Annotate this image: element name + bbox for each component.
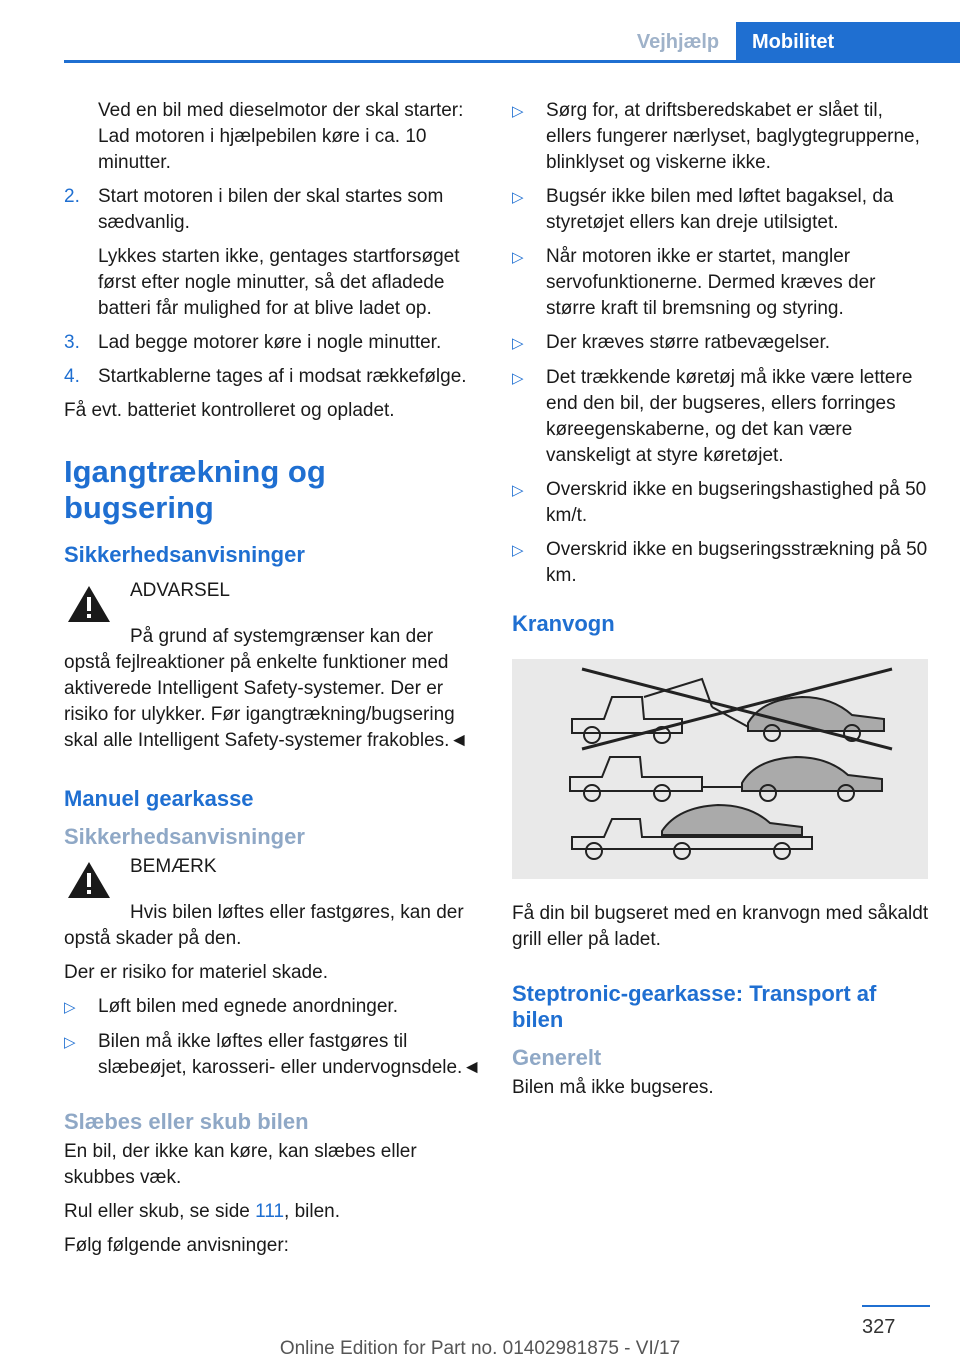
bullet-triangle-icon: ▷ <box>512 189 524 206</box>
bullet-text: Bilen må ikke løftes eller fastgøres til slæbeøjet, karosseri- eller undervognsdele.◄ <box>98 1031 482 1078</box>
warning-triangle-icon <box>64 584 114 624</box>
step-number: 4. <box>64 366 80 387</box>
step-item <box>64 184 484 322</box>
step-item <box>64 330 484 356</box>
page-header <box>0 0 960 62</box>
bullet-text: Løft bilen med egnede anordninger. <box>98 996 398 1017</box>
bullet-item <box>64 1029 484 1081</box>
notice-label: BEMÆRK <box>130 856 217 877</box>
notice-after: Der er risiko for materiel skade. <box>64 962 328 983</box>
left-column <box>64 98 484 1267</box>
bullet-triangle-icon: ▷ <box>64 1034 76 1051</box>
bullet-triangle-icon: ▷ <box>512 482 524 499</box>
right-column <box>512 98 930 1109</box>
tow-heading: Slæbes eller skub bilen <box>64 1109 309 1134</box>
notice-text: Hvis bilen løftes eller fastgøres, kan der opstå skader på den. <box>64 902 464 949</box>
bullet-triangle-icon: ▷ <box>512 370 524 387</box>
tow-text: En bil, der ikke kan køre, kan slæbes eller skubbes væk. <box>64 1141 417 1188</box>
bullet-text: Der kræves større ratbevægelser. <box>546 332 831 353</box>
page-number: 327 <box>862 1316 896 1338</box>
bullet-item <box>512 330 930 357</box>
notice-block <box>64 854 484 900</box>
step-number: 2. <box>64 186 80 207</box>
step-text: Lad begge motorer køre i nogle minutter. <box>98 332 442 353</box>
manual-gearbox-heading: Manuel gearkasse <box>64 786 254 811</box>
warning-triangle-icon <box>64 860 114 900</box>
bullet-triangle-icon: ▷ <box>512 542 524 559</box>
diesel-note: Ved en bil med dieselmotor der skal starter: Lad motoren i hjælpebilen køre i ca. 10 minutter. <box>98 100 464 173</box>
edition-footer: Online Edition for Part no. 01402981875 - VI/17 <box>279 1338 681 1359</box>
bullet-text: Når motoren ikke er startet, mangler servofunktionerne. Dermed kræves der større kraft til bremsning og styring. <box>546 246 876 319</box>
bullet-triangle-icon: ▷ <box>512 249 524 266</box>
steptronic-heading: Steptronic-gearkasse: Transport af bilen <box>512 981 877 1032</box>
crane-text: Få din bil bugseret med en kranvogn med såkaldt grill eller på ladet. <box>512 903 929 950</box>
step-number: 3. <box>64 332 80 353</box>
tab-vejhjaelp[interactable]: Vejhjælp <box>620 22 736 62</box>
tab-mobilitet[interactable]: Mobilitet <box>736 22 960 62</box>
bullet-triangle-icon: ▷ <box>512 335 524 352</box>
roll-suffix: , bilen. <box>284 1201 341 1222</box>
bullet-text: Bugsér ikke bilen med løftet bagaksel, da styretøjet ellers kan dreje utilsigtet. <box>546 186 894 233</box>
bullet-triangle-icon: ▷ <box>64 999 76 1016</box>
warning-text: På grund af systemgrænser kan der opstå fejlreaktioner på enkelte funktioner med aktiverede Intelligent Safety-systemer. Der er risiko for ulykker. Før igangtrækning/bugsering skal alle Intelligent Safety-systemer frakobles.◄ <box>64 626 469 751</box>
page-link[interactable]: 111 <box>255 1201 285 1222</box>
bullet-text: Sørg for, at driftsberedskabet er slået til, ellers fungerer nærlyset, baglygtegrupperne, blinklyset og viskerne ikke. <box>546 100 920 173</box>
bullet-item <box>512 244 930 322</box>
follow-text: Følg følgende anvisninger: <box>64 1235 289 1256</box>
general-text: Bilen må ikke bugseres. <box>512 1077 714 1098</box>
bullet-item <box>512 537 930 589</box>
step-text: Startkablerne tages af i modsat rækkefølge. <box>98 366 467 387</box>
bullet-item <box>512 365 930 469</box>
roll-prefix: Rul eller skub, se side <box>64 1201 256 1222</box>
step-extra: Lykkes starten ikke, gentages startforsøget først efter nogle minutter, så det afladede batteri får mulighed for at blive ladet op. <box>98 246 460 319</box>
safety-subheading: Sikkerhedsanvisninger <box>64 824 305 849</box>
warning-block <box>64 578 484 624</box>
bullet-item <box>64 994 484 1021</box>
bullet-text: Overskrid ikke en bugseringshastighed på 50 km/t. <box>546 479 927 526</box>
section-title: Igangtrækning og bugsering <box>64 454 326 525</box>
general-subheading: Generelt <box>512 1045 602 1070</box>
bullet-item <box>512 98 930 176</box>
step-text: Start motoren i bilen der skal startes som sædvanlig. <box>98 186 444 233</box>
roll-reference <box>64 1199 484 1225</box>
safety-heading: Sikkerhedsanvisninger <box>64 542 305 567</box>
bullet-triangle-icon: ▷ <box>512 103 524 120</box>
bullet-item <box>512 477 930 529</box>
tow-truck-illustration <box>512 659 928 879</box>
bullet-text: Det trækkende køretøj må ikke være lettere end den bil, der bugseres, ellers forringes køreegenskaberne, og det kan være vanskeligt at styre køretøjet. <box>546 367 913 466</box>
battery-note: Få evt. batteriet kontrolleret og opladet. <box>64 400 395 421</box>
step-item <box>64 364 484 390</box>
header-rule <box>64 60 960 63</box>
crane-heading: Kranvogn <box>512 611 615 636</box>
footer-rule <box>862 1305 930 1307</box>
bullet-text: Overskrid ikke en bugseringsstrækning på 50 km. <box>546 539 928 586</box>
warning-label: ADVARSEL <box>130 580 230 601</box>
bullet-item <box>512 184 930 236</box>
